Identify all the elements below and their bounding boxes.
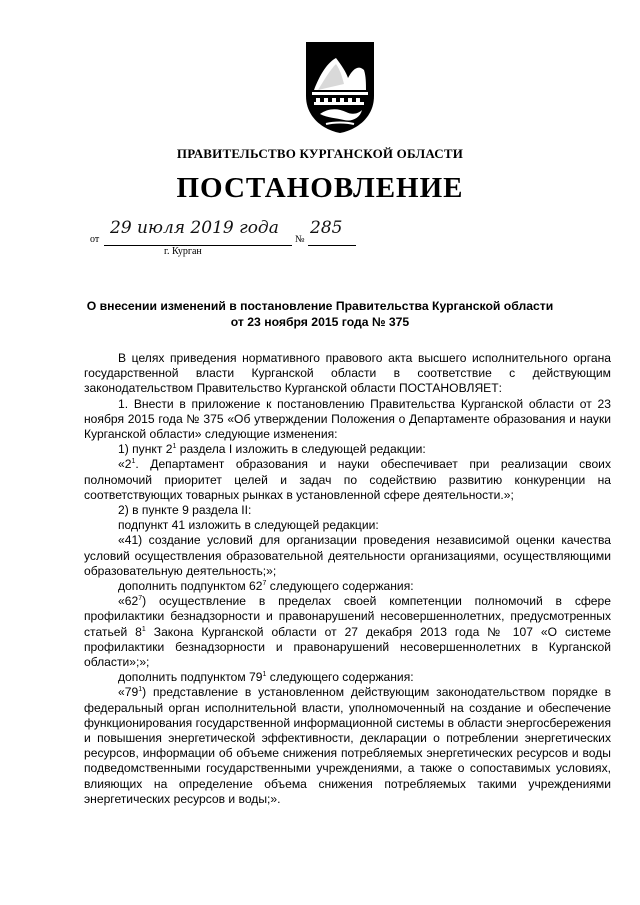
title-line-1: О внесении изменений в постановление Правительства Курганской области bbox=[86, 299, 554, 313]
subitem-1-paragraph: 1) пункт $2^1$ раздела I изложить в следующей редакции: bbox=[118, 442, 426, 457]
subclause-62-7-intro: дополнить подпунктом $62^7$ следующего содержания: bbox=[118, 579, 414, 594]
title-line-2: от 23 ноября 2015 года № 375 bbox=[230, 315, 410, 329]
date-from-label: от bbox=[90, 234, 100, 245]
handwritten-date: 29 июля 2019 года bbox=[110, 218, 279, 238]
subitem-2-paragraph: 2) в пункте 9 раздела II: bbox=[118, 503, 252, 518]
number-underline bbox=[308, 245, 356, 246]
government-name: ПРАВИТЕЛЬСТВО КУРГАНСКОЙ ОБЛАСТИ bbox=[176, 146, 464, 161]
city-label: г. Курган bbox=[164, 246, 202, 257]
subclause-79-1-text: «$79^1$) представление в установленном действующим законодательством порядке в федеральный орган исполнительной власти, уполномоченный на создание и обеспечение функционирования государственной информационной системы в области энергосбережения и повышения энергетической эффективности, декларации о потреблении энергетических ресурсов, информации об объеме снижения потребляемых энергетических ресурсов и воды подведомственными государственными учреждениями, а также о сопоставимых условиях, влияющих на определение объема снижения потребляемых такими учреждениями энергетических ресурсов и воды;». bbox=[84, 685, 611, 806]
clause-2-1-paragraph: «$2^1$. Департамент образования и науки обеспечивает при реализации своих полномочий приоритет целей и задач по содействию развитию конкуренции на соответствующих товарных рынках в установленной сфере деятельности.»; bbox=[84, 457, 611, 502]
number-label: № bbox=[295, 234, 305, 245]
item-1-paragraph: 1. Внести в приложение к постановлению Правительства Курганской области от 23 ноября 2015 года № 375 «Об утверждении Положения о Департаменте образования и науки Курганской области» следующие изменения: bbox=[84, 396, 611, 442]
handwritten-number: 285 bbox=[310, 218, 343, 238]
subclause-62-7-text: «$62^7$) осуществление в пределах своей компетенции полномочий в сфере профилактики безнадзорности и правонарушений несовершеннолетних, предусмотренных статьей $8^1$ Закона Курганской области от 27 декабря 2013 года № 107 «О системе профилактики безнадзорности и правонарушений несовершеннолетних в Курганской области»;»; bbox=[84, 594, 611, 670]
document-title bbox=[60, 298, 580, 330]
document-body bbox=[84, 351, 611, 807]
coat-of-arms-emblem-icon bbox=[302, 40, 378, 134]
date-number-block bbox=[90, 218, 550, 258]
subclause-41-intro: подпункт 41 изложить в следующей редакции: bbox=[118, 518, 379, 533]
preamble-paragraph: В целях приведения нормативного правового акта высшего исполнительного органа государственной власти Курганской области в соответствие с действующим законодательством Правительство Курганской области ПОСТАНОВЛЯЕТ: bbox=[84, 351, 611, 396]
subclause-41-text: «41) создание условий для организации проведения независимой оценки качества условий осуществления образовательной деятельности организациями, осуществляющими образовательную деятельность;»; bbox=[84, 533, 611, 578]
subclause-79-1-intro: дополнить подпунктом $79^1$ следующего содержания: bbox=[118, 670, 414, 685]
document-type-heading: ПОСТАНОВЛЕНИЕ bbox=[176, 172, 464, 204]
